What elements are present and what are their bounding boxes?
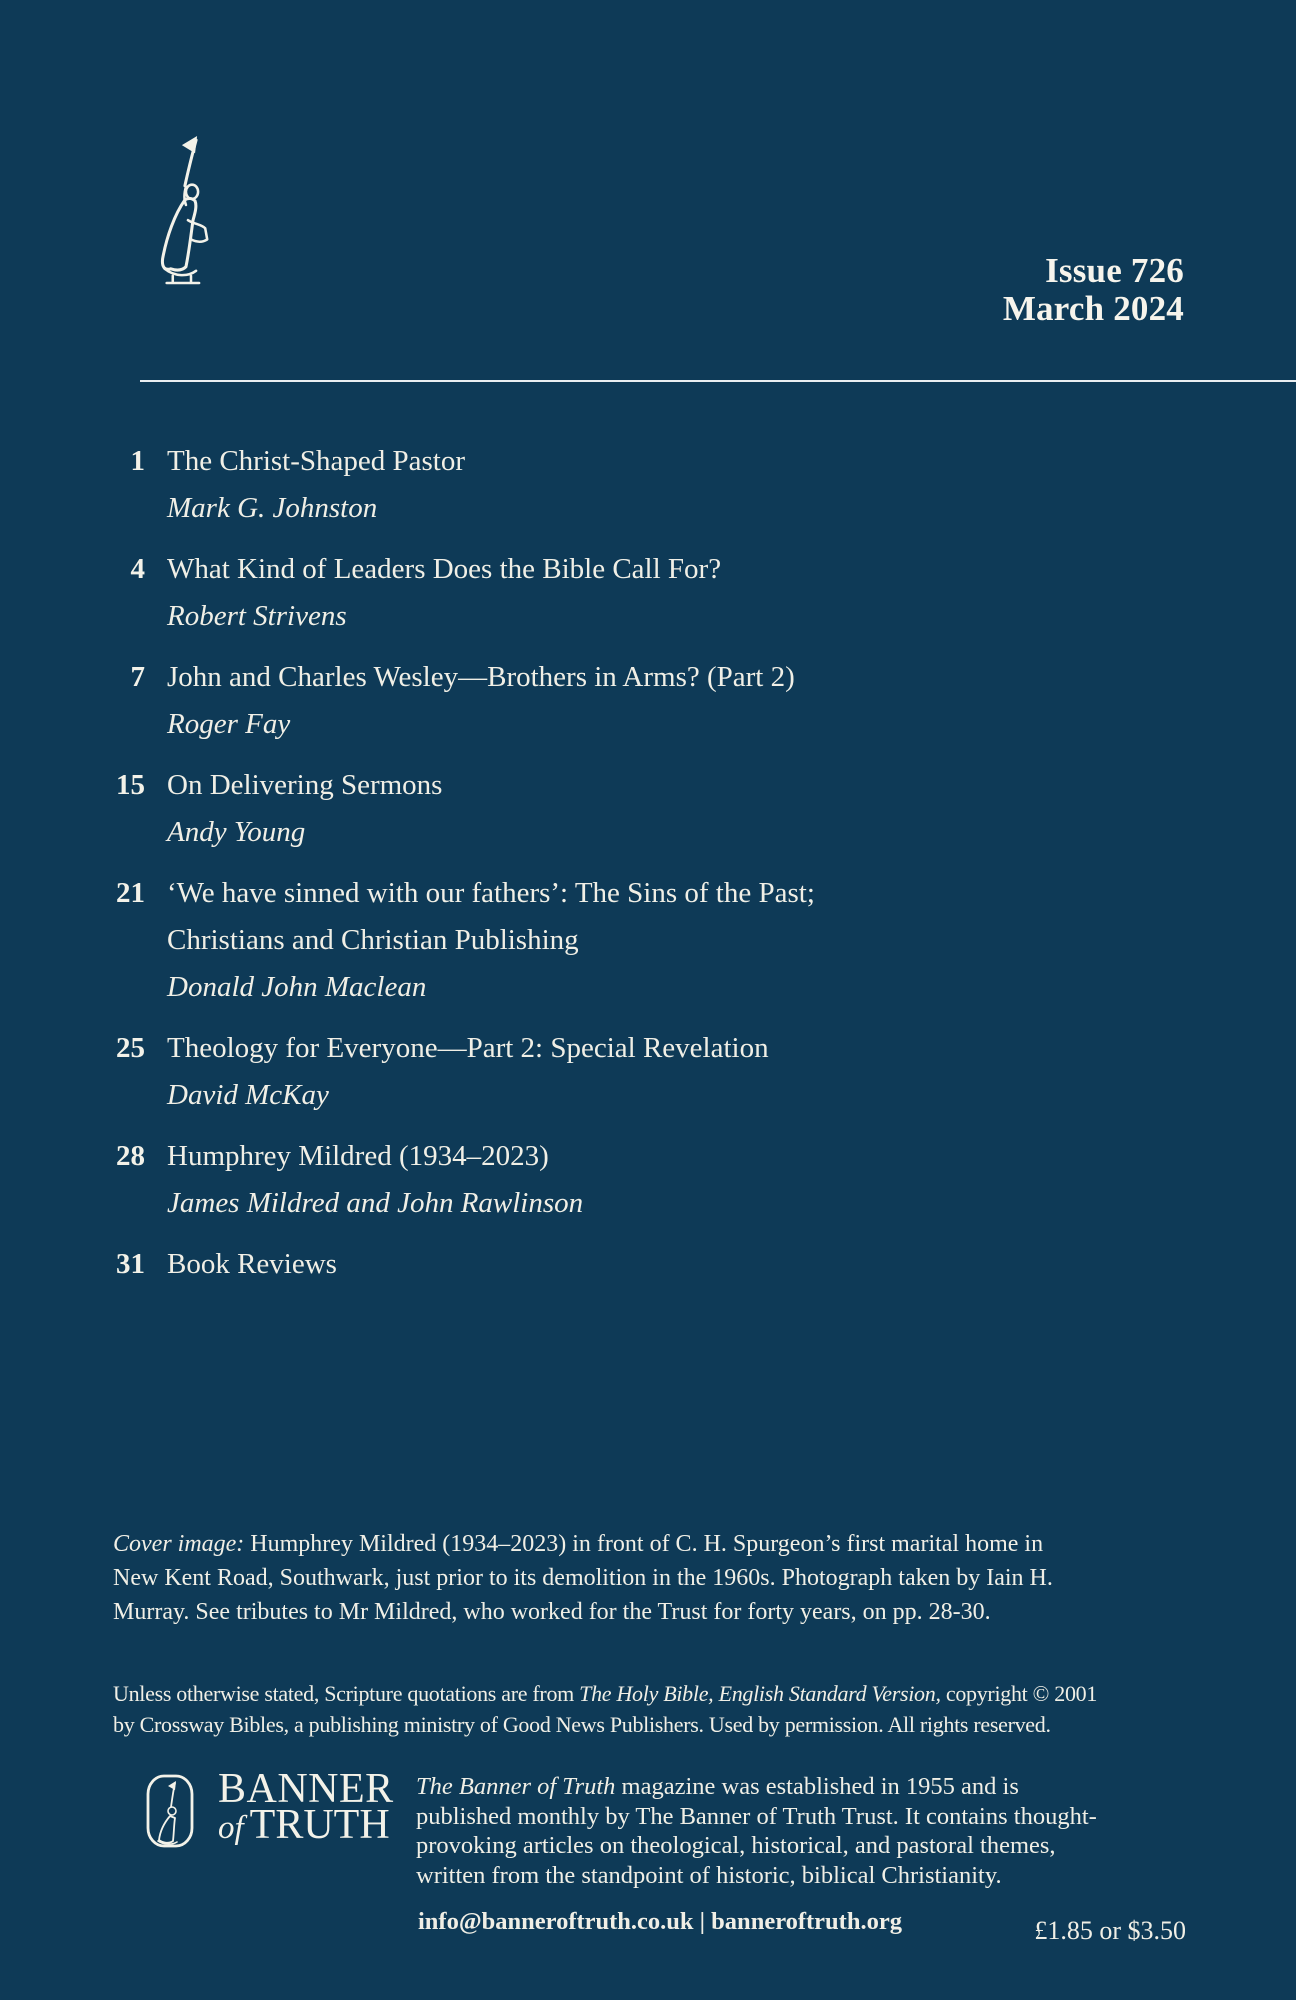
toc-title: John and Charles Wesley—Brothers in Arms? (Part 2) — [167, 661, 795, 693]
toc-title: ‘We have sinned with our fathers’: The Sins of the Past; Christians and Christian Publishing — [167, 877, 815, 956]
issue-block — [1003, 252, 1184, 328]
toc-author: Donald John Maclean — [167, 971, 427, 1003]
cover-note-line2: New Kent Road, Southwark, just prior to its demolition in the 1960s. Photograph taken by Iain H. — [113, 1565, 1053, 1591]
toc-title: What Kind of Leaders Does the Bible Call For? — [167, 553, 722, 585]
about-line3: provoking articles on theological, historical, and pastoral themes, — [416, 1832, 1056, 1859]
about-magazine-title: The Banner of Truth — [416, 1773, 616, 1800]
toc-page-number: 25 — [116, 1032, 145, 1064]
wordmark-of: of — [218, 1810, 244, 1846]
toc-entry — [113, 654, 1201, 748]
scripture-line2: by Crossway Bibles, a publishing ministry of Good News Publishers. Used by permission. All rights reserved. — [113, 1712, 1051, 1737]
toc-entry — [113, 1133, 1201, 1227]
about-line2: published monthly by The Banner of Truth Trust. It contains thought- — [416, 1802, 1097, 1830]
toc-entry — [113, 1025, 1201, 1119]
banner-of-truth-wordmark — [218, 1766, 394, 1848]
banner-statue-icon — [150, 133, 232, 285]
toc-title: On Delivering Sermons — [167, 769, 443, 801]
about-line4: written from the standpoint of historic, biblical Christianity. — [416, 1861, 1002, 1889]
toc-page-number: 21 — [116, 877, 145, 909]
publisher-strip — [146, 1766, 1196, 1890]
toc-page-number: 1 — [130, 445, 145, 477]
toc-title: The Christ-Shaped Pastor — [167, 445, 466, 477]
toc-author: Mark G. Johnston — [167, 492, 378, 524]
toc-page-number: 4 — [130, 553, 145, 585]
toc-entry — [113, 546, 1201, 640]
toc-author: Andy Young — [167, 816, 306, 848]
toc-entry — [113, 870, 1201, 1011]
about-line1: magazine was established in 1955 and is — [615, 1773, 1019, 1800]
wordmark-truth: TRUTH — [249, 1802, 390, 1848]
toc-title: Humphrey Mildred (1934–2023) — [167, 1140, 549, 1172]
issue-number: Issue 726 — [1045, 251, 1184, 290]
cover-note-label: Cover image: — [113, 1531, 245, 1557]
scripture-line1-post: copyright © 2001 — [940, 1681, 1098, 1706]
toc-entry — [113, 1241, 1201, 1288]
cover-note — [113, 1527, 1198, 1629]
scripture-bible-title: The Holy Bible, English Standard Version, — [579, 1681, 941, 1706]
toc-page-number: 7 — [130, 661, 145, 693]
cover-note-line1: Humphrey Mildred (1934–2023) in front of C. H. Spurgeon’s first marital home in — [244, 1531, 1044, 1557]
toc-page-number: 31 — [116, 1248, 145, 1280]
toc-author: Robert Strivens — [167, 600, 347, 632]
toc-author: James Mildred and John Rawlinson — [167, 1187, 584, 1219]
toc-page-number: 28 — [116, 1140, 145, 1172]
toc-list — [113, 438, 1201, 1302]
scripture-note — [113, 1678, 1203, 1740]
banner-of-truth-emblem — [146, 1774, 194, 1848]
toc-author: Roger Fay — [167, 708, 291, 740]
contact-line: info@banneroftruth.co.uk | banneroftruth.org — [418, 1908, 902, 1935]
cover-note-line3: Murray. See tributes to Mr Mildred, who worked for the Trust for forty years, on pp. 28-30. — [113, 1599, 991, 1625]
toc-author: David McKay — [167, 1079, 329, 1111]
issue-date: March 2024 — [1002, 289, 1184, 328]
toc-title: Theology for Everyone—Part 2: Special Revelation — [167, 1032, 769, 1064]
header-rule — [140, 380, 1296, 382]
wordmark-banner: BANNER — [218, 1766, 394, 1812]
toc-title: Book Reviews — [167, 1248, 337, 1280]
publisher-about — [416, 1772, 1097, 1890]
toc-page-number: 15 — [116, 769, 145, 801]
toc-entry — [113, 762, 1201, 856]
scripture-line1-pre: Unless otherwise stated, Scripture quotations are from — [113, 1681, 580, 1706]
toc-entry — [113, 438, 1201, 532]
price: £1.85 or $3.50 — [1034, 1916, 1186, 1945]
